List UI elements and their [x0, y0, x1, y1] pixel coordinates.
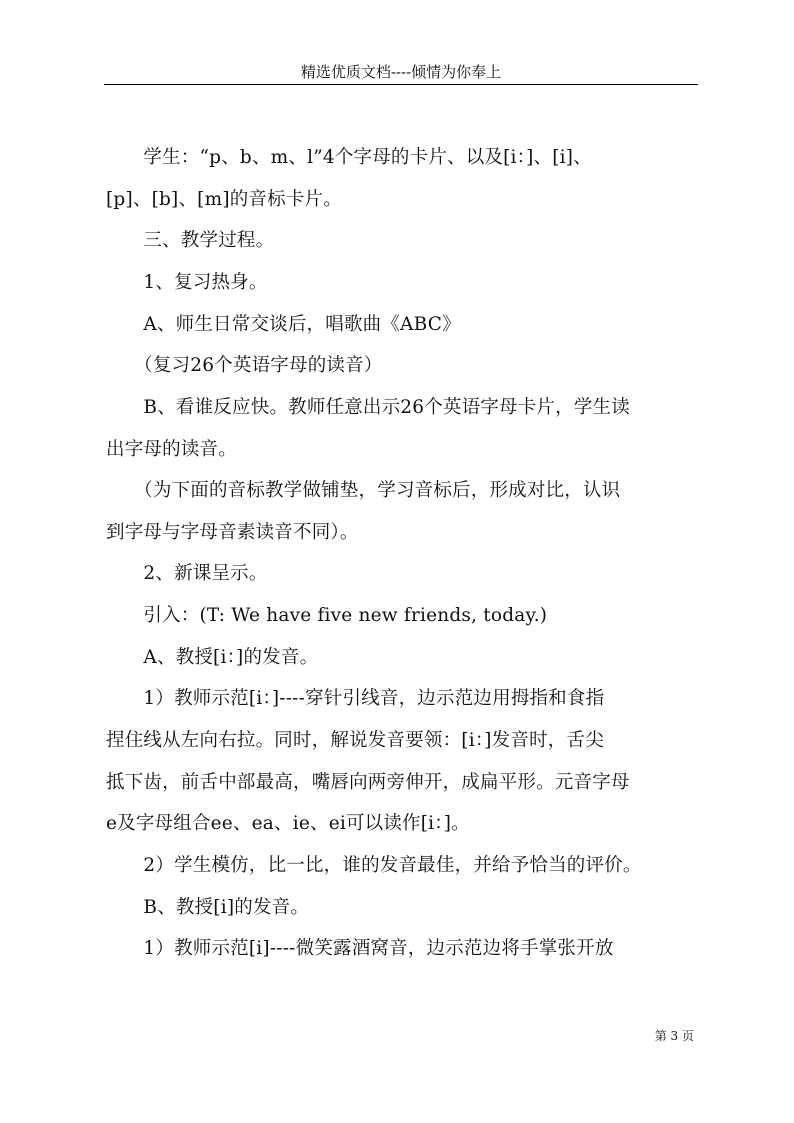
body-line: （复习26个英语字母的读音） — [106, 355, 383, 376]
body-line: 出字母的读音。 — [106, 439, 237, 460]
header-title: 精选优质文档----倾情为你奉上 — [300, 63, 502, 81]
body-line: B、教授[i]的发音。 — [106, 897, 310, 918]
page-number: 第 3 页 — [654, 1029, 694, 1043]
body-line: A、教授[i：]的发音。 — [106, 647, 319, 668]
body-line: e及字母组合ee、ea、ie、ei可以读作[i：]。 — [106, 813, 470, 834]
body-line: 2）学生模仿，比一比，谁的发音最佳，并给予恰当的评价。 — [106, 855, 642, 876]
page-header — [104, 60, 698, 85]
body-line: 捏住线从左向右拉。同时，解说发音要领：[i：]发音时，舌尖 — [106, 730, 604, 751]
body-line: 学生：“p、b、m、l”4个字母的卡片、以及[i：]、[i]、 — [106, 147, 592, 168]
body-line: 1、复习热身。 — [106, 272, 268, 293]
body-line: 三、教学过程。 — [106, 230, 275, 251]
body-line: 到字母与字母音素读音不同）。 — [106, 522, 359, 543]
body-line: A、师生日常交谈后，唱歌曲《ABC》 — [106, 314, 461, 335]
body-line: [p]、[b]、[m]的音标卡片。 — [106, 189, 342, 210]
body-line: 抵下齿，前舌中部最高，嘴唇向两旁伸开，成扁平形。元音字母 — [106, 772, 630, 793]
body-line: 1）教师示范[i：]----穿针引线音，边示范边用拇指和食指 — [106, 688, 605, 709]
body-line: （为下面的音标教学做铺垫，学习音标后，形成对比，认识 — [106, 480, 621, 501]
body-line: B、看谁反应快。教师任意出示26个英语字母卡片，学生读 — [106, 397, 630, 418]
body-line: 1）教师示范[i]----微笑露酒窝音，边示范边将手掌张开放 — [106, 938, 614, 959]
body-line: 引入：(T: We have five new friends, today.) — [106, 605, 548, 626]
body-line: 2、新课呈示。 — [106, 563, 268, 584]
